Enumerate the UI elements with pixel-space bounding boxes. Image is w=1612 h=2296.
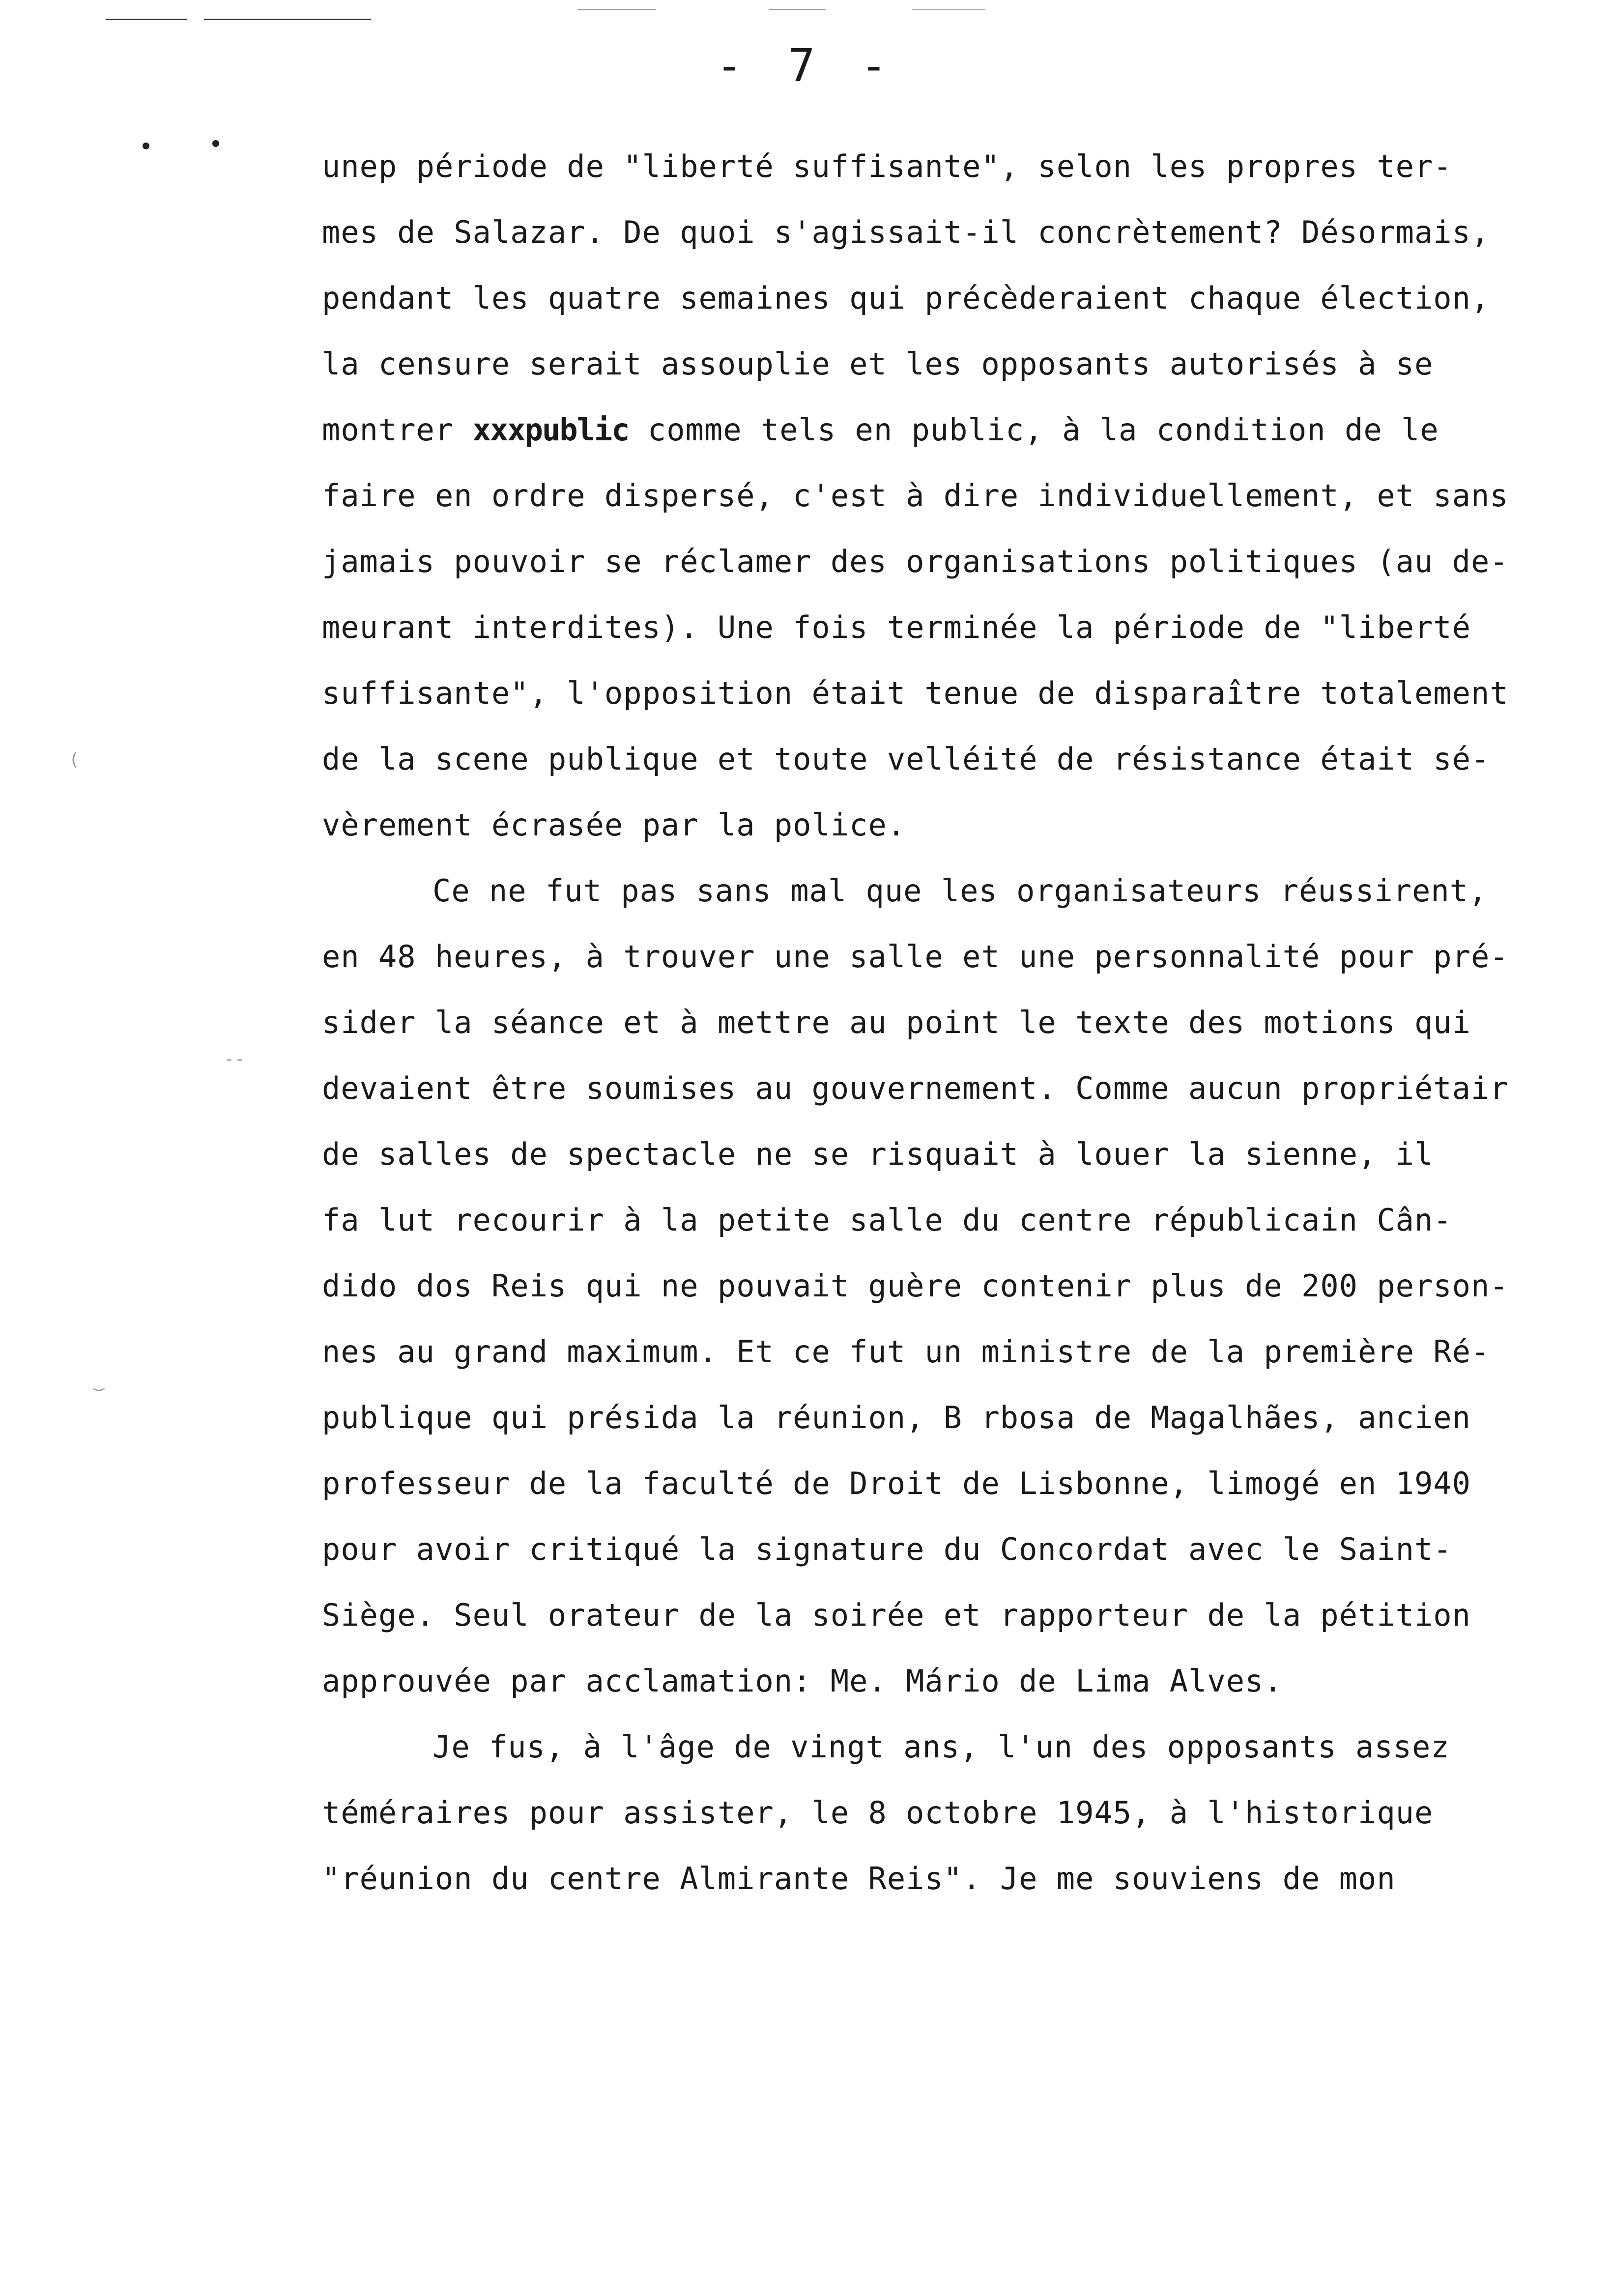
top-rule	[204, 19, 371, 20]
text-line: fa lut recourir à la petite salle du centre républicain Cân-	[322, 1202, 1452, 1238]
text-line: de la scene publique et toute velléité de résistance était sé-	[322, 741, 1490, 777]
text-line: suffisante", l'opposition était tenue de disparaître totalement	[322, 675, 1509, 711]
text-line: dido dos Reis qui ne pouvait guère contenir plus de 200 person-	[322, 1268, 1509, 1304]
struck-word: xxxpublic	[472, 412, 629, 448]
text-line: unep période de "liberté suffisante", selon les propres ter-	[322, 148, 1452, 184]
page-number: - 7 -	[716, 39, 896, 92]
text-line: pendant les quatre semaines qui précèderaient chaque élection,	[322, 280, 1490, 316]
body-text	[322, 134, 1612, 1912]
text-line: jamais pouvoir se réclamer des organisations politiques (au de-	[322, 544, 1509, 579]
text-line: sider la séance et à mettre au point le texte des motions qui	[322, 1004, 1471, 1040]
text-line: Siège. Seul orateur de la soirée et rapporteur de la pétition	[322, 1597, 1471, 1633]
text-line: vèrement écrasée par la police.	[322, 807, 906, 843]
text-line: nes au grand maximum. Et ce fut un ministre de la première Ré-	[322, 1334, 1490, 1370]
text-line: approuvée par acclamation: Me. Mário de Lima Alves.	[322, 1663, 1283, 1699]
paragraph-1	[322, 134, 1612, 858]
text-line: Ce ne fut pas sans mal que les organisateurs réussirent,	[432, 873, 1488, 909]
top-rule	[912, 9, 985, 10]
text-line: pour avoir critiqué la signature du Concordat avec le Saint-	[322, 1531, 1452, 1567]
top-rule	[106, 19, 187, 20]
paragraph-2	[322, 858, 1612, 1714]
text-line: Je fus, à l'âge de vingt ans, l'un des opposants assez	[432, 1729, 1450, 1765]
text-line: faire en ordre dispersé, c'est à dire individuellement, et sans	[322, 478, 1509, 514]
line-start: montrer	[322, 412, 473, 448]
text-line: meurant interdites). Une fois terminée la période de "liberté	[322, 609, 1471, 645]
text-line: en 48 heures, à trouver une salle et une personnalité pour pré-	[322, 939, 1509, 975]
text-line: professeur de la faculté de Droit de Lisbonne, limogé en 1940	[322, 1465, 1471, 1501]
margin-mark: (	[69, 749, 80, 770]
text-line: la censure serait assouplie et les opposants autorisés à se	[322, 346, 1434, 382]
text-line: de salles de spectacle ne se risquait à louer la sienne, il	[322, 1136, 1434, 1172]
top-rule	[769, 9, 826, 10]
margin-mark: --	[224, 1049, 245, 1069]
line-end: comme tels en public, à la condition de le	[629, 412, 1439, 448]
text-line-with-strike	[322, 397, 1612, 463]
paragraph-3	[322, 1714, 1612, 1912]
margin-mark	[212, 140, 219, 147]
margin-mark: ‿	[93, 1371, 104, 1391]
text-line: mes de Salazar. De quoi s'agissait-il concrètement? Désormais,	[322, 214, 1490, 250]
top-rule	[577, 9, 656, 10]
text-line: téméraires pour assister, le 8 octobre 1945, à l'historique	[322, 1795, 1434, 1831]
margin-mark	[143, 143, 149, 149]
text-line: "réunion du centre Almirante Reis". Je me souviens de mon	[322, 1861, 1396, 1896]
text-line: devaient être soumises au gouvernement. Comme aucun propriétair	[322, 1070, 1509, 1106]
text-line: publique qui présida la réunion, B rbosa de Magalhães, ancien	[322, 1400, 1471, 1435]
